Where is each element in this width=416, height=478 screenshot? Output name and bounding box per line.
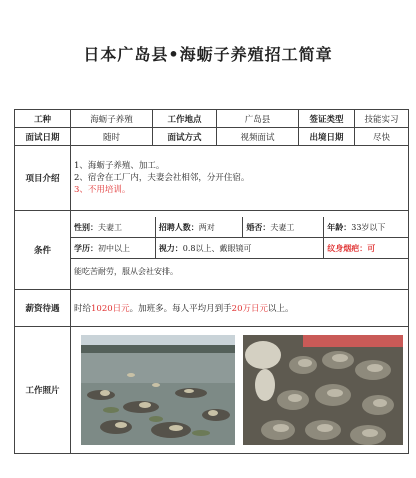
conditions-table [71, 217, 408, 283]
interview-method-label: 面试方式 [153, 128, 217, 146]
work-location-label: 工作地点 [153, 110, 217, 128]
photos-content [71, 327, 409, 454]
visa-type-label: 签证类型 [299, 110, 355, 128]
conditions-label: 条件 [15, 211, 71, 290]
table-row [71, 217, 408, 238]
table-row [15, 290, 409, 327]
table-row [15, 327, 409, 454]
salary-hourly: 1020日元 [91, 304, 130, 314]
headcount-value: 两对 [198, 222, 215, 232]
education-label: 学历： [74, 242, 98, 253]
headcount-label: 招聘人数： [158, 221, 199, 232]
document-title: 日本广岛县•海蛎子养殖招工简章 [83, 45, 333, 64]
table-row [71, 259, 408, 284]
table-row [15, 110, 409, 128]
project-intro-label: 项目介绍 [15, 146, 71, 211]
project-intro-content [71, 146, 409, 211]
gender-label: 性别： [74, 221, 98, 232]
oyster-harvest-photo [243, 335, 403, 445]
age-value: 33岁以下 [351, 222, 386, 232]
departure-date-label: 出境日期 [299, 128, 355, 146]
job-type-value: 海蛎子养殖 [71, 110, 153, 128]
marital-value: 夫妻工 [270, 222, 295, 232]
work-location-value: 广岛县 [217, 110, 299, 128]
conditions-note: 能吃苦耐劳，服从会社安排。 [71, 259, 408, 284]
conditions-content [71, 211, 409, 290]
visa-type-value: 技能实习 [355, 110, 409, 128]
table-row [15, 211, 409, 290]
intro-line-1: 1、海蛎子养殖、加工。 [74, 161, 165, 171]
salary-monthly: 20万日元 [231, 304, 268, 314]
intro-line-2: 2、宿舍在工厂内，夫妻会社相邻，分开住宿。 [74, 173, 250, 183]
salary-text-2: 。加班多。每人平均月到手 [129, 304, 232, 314]
salary-text-1: 时给 [74, 304, 92, 314]
education-cell [71, 238, 155, 259]
job-type-label: 工种 [15, 110, 71, 128]
departure-date-value: 尽快 [355, 128, 409, 146]
table-row [15, 146, 409, 211]
table-row [15, 128, 409, 146]
gender-value: 夫妻工 [98, 222, 122, 232]
marital-label: 婚否： [246, 221, 271, 232]
age-label: 年龄： [327, 221, 352, 232]
interview-date-label: 面试日期 [15, 128, 71, 146]
gender-cell [71, 217, 155, 238]
vision-label: 视力： [158, 242, 183, 253]
oyster-beach-photo [81, 335, 235, 445]
table-row [71, 238, 408, 259]
photos-label: 工作照片 [15, 327, 71, 454]
education-value: 初中以上 [98, 243, 130, 253]
marital-cell [243, 217, 324, 238]
interview-method-value: 视频面试 [217, 128, 299, 146]
headcount-cell [155, 217, 243, 238]
salary-text-3: 以上。 [268, 304, 294, 314]
salary-content [71, 290, 409, 327]
vision-value: 0.8以上、戴眼镜可 [182, 243, 252, 253]
job-info-table [14, 109, 409, 454]
tattoo-cell: 纹身烟疤：可 [324, 238, 408, 259]
intro-line-3: 3、不用培训。 [74, 185, 131, 195]
vision-cell [155, 238, 323, 259]
interview-date-value: 随时 [71, 128, 153, 146]
salary-label: 薪资待遇 [15, 290, 71, 327]
age-cell [324, 217, 408, 238]
